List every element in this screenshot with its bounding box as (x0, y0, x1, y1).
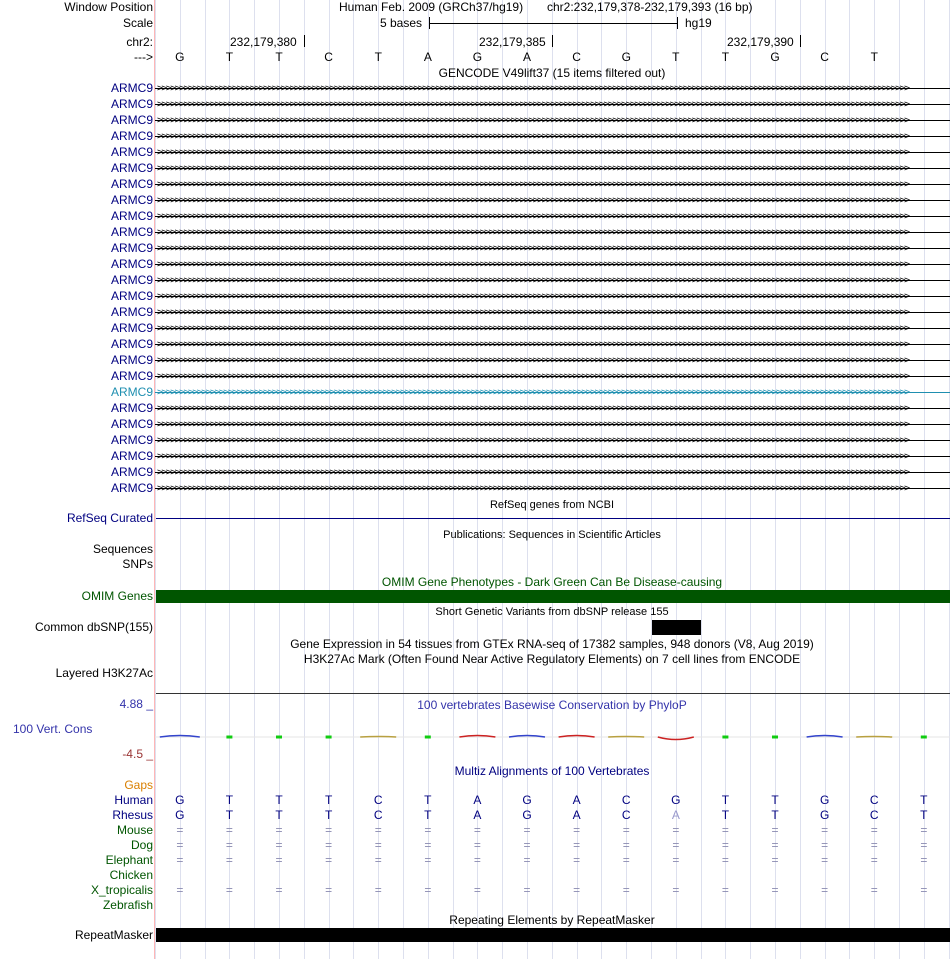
gencode-transcript[interactable] (155, 273, 950, 288)
repeatmasker-track-label[interactable]: RepeatMasker (74, 928, 153, 942)
gencode-transcript[interactable] (155, 241, 950, 256)
strand-label: ---> (134, 50, 153, 64)
alignment-base: = (573, 853, 581, 867)
alignment-base: T (721, 808, 730, 822)
alignment-base: = (870, 883, 878, 897)
gencode-transcript[interactable] (155, 113, 950, 128)
gencode-track-title: GENCODE V49lift37 (15 items filtered out) (438, 66, 666, 80)
alignment-base: T (721, 793, 730, 807)
strand-arrows: >>>>>>>>>>>>>>>>>>>>>>>>>>>>>>>>>>>>>>>>>>>>>>>>>>>>>>>>>>>>>>>>>>>>>>>>>>>>>>>>>>>>>>>>>>>>>>>>>>>>>>>>>>>>>>>>>>>>>>>>>>>>>>>>>>>>>>>>>>>>>>>>>>>>>>>>>>>>>>>>>>>>>>>>>> (157, 115, 909, 126)
alignment-base: = (573, 883, 581, 897)
alignment-base: = (721, 823, 729, 837)
species-label[interactable]: Dog (130, 838, 153, 852)
gencode-transcript[interactable] (155, 369, 950, 384)
strand-arrows: >>>>>>>>>>>>>>>>>>>>>>>>>>>>>>>>>>>>>>>>>>>>>>>>>>>>>>>>>>>>>>>>>>>>>>>>>>>>>>>>>>>>>>>>>>>>>>>>>>>>>>>>>>>>>>>>>>>>>>>>>>>>>>>>>>>>>>>>>>>>>>>>>>>>>>>>>>>>>>>>>>>>>>>>>> (157, 275, 909, 286)
gencode-transcript[interactable] (155, 305, 950, 320)
ruler-tick (552, 35, 553, 47)
alignment-base: T (275, 808, 283, 822)
species-label[interactable]: Mouse (116, 823, 153, 837)
strand-arrows: >>>>>>>>>>>>>>>>>>>>>>>>>>>>>>>>>>>>>>>>>>>>>>>>>>>>>>>>>>>>>>>>>>>>>>>>>>>>>>>>>>>>>>>>>>>>>>>>>>>>>>>>>>>>>>>>>>>>>>>>>>>>>>>>>>>>>>>>>>>>>>>>>>>>>>>>>>>>>>>>>>>>>>>>>> (157, 291, 909, 302)
alignment-row (0, 793, 950, 808)
gencode-transcript-label[interactable]: ARMC9 (110, 337, 153, 351)
alignment-row (0, 838, 950, 853)
dbsnp-track-label[interactable]: Common dbSNP(155) (34, 620, 153, 634)
gencode-transcript-label[interactable]: ARMC9 (110, 129, 153, 143)
strand-arrows: >>>>>>>>>>>>>>>>>>>>>>>>>>>>>>>>>>>>>>>>>>>>>>>>>>>>>>>>>>>>>>>>>>>>>>>>>>>>>>>>>>>>>>>>>>>>>>>>>>>>>>>>>>>>>>>>>>>>>>>>>>>>>>>>>>>>>>>>>>>>>>>>>>>>>>>>>>>>>>>>>>>>>>>>>> (157, 467, 909, 478)
gencode-transcript-label[interactable]: ARMC9 (110, 97, 153, 111)
alignment-base: = (821, 853, 829, 867)
alignment-base: A (473, 793, 482, 807)
alignment-base: = (473, 823, 481, 837)
assembly-title: Human Feb. 2009 (GRCh37/hg19) (339, 0, 524, 14)
gencode-transcript-label[interactable]: ARMC9 (110, 321, 153, 335)
gencode-transcript[interactable] (155, 177, 950, 192)
alignment-base: = (275, 838, 283, 852)
gencode-transcript[interactable] (155, 417, 950, 432)
base-letter: G (770, 50, 780, 64)
alignment-base: = (821, 838, 829, 852)
alignment-base: G (522, 808, 532, 822)
strand-arrows: >>>>>>>>>>>>>>>>>>>>>>>>>>>>>>>>>>>>>>>>>>>>>>>>>>>>>>>>>>>>>>>>>>>>>>>>>>>>>>>>>>>>>>>>>>>>>>>>>>>>>>>>>>>>>>>>>>>>>>>>>>>>>>>>>>>>>>>>>>>>>>>>>>>>>>>>>>>>>>>>>>>>>>>>>> (157, 147, 909, 158)
alignment-base: T (225, 808, 234, 822)
strand-arrows: >>>>>>>>>>>>>>>>>>>>>>>>>>>>>>>>>>>>>>>>>>>>>>>>>>>>>>>>>>>>>>>>>>>>>>>>>>>>>>>>>>>>>>>>>>>>>>>>>>>>>>>>>>>>>>>>>>>>>>>>>>>>>>>>>>>>>>>>>>>>>>>>>>>>>>>>>>>>>>>>>>>>>>>>>> (157, 211, 909, 222)
phylop-score-mark (360, 737, 396, 738)
alignment-base: C (869, 808, 879, 822)
position-readout: chr2:232,179,378-232,179,393 (16 bp) (547, 0, 753, 14)
chrom-label: chr2: (126, 35, 153, 49)
gencode-transcript[interactable] (155, 353, 950, 368)
alignment-base: = (771, 853, 779, 867)
strand-arrows: >>>>>>>>>>>>>>>>>>>>>>>>>>>>>>>>>>>>>>>>>>>>>>>>>>>>>>>>>>>>>>>>>>>>>>>>>>>>>>>>>>>>>>>>>>>>>>>>>>>>>>>>>>>>>>>>>>>>>>>>>>>>>>>>>>>>>>>>>>>>>>>>>>>>>>>>>>>>>>>>>>>>>>>>>> (157, 227, 909, 238)
sequences-track-label[interactable]: Sequences (92, 542, 153, 556)
strand-arrows: >>>>>>>>>>>>>>>>>>>>>>>>>>>>>>>>>>>>>>>>>>>>>>>>>>>>>>>>>>>>>>>>>>>>>>>>>>>>>>>>>>>>>>>>>>>>>>>>>>>>>>>>>>>>>>>>>>>>>>>>>>>>>>>>>>>>>>>>>>>>>>>>>>>>>>>>>>>>>>>>>>>>>>>>>> (157, 83, 909, 94)
alignment-base: G (819, 808, 830, 822)
alignment-base: = (424, 838, 432, 852)
alignment-base: = (374, 823, 382, 837)
alignment-base: A (671, 808, 680, 822)
multiz-track-title: Multiz Alignments of 100 Vertebrates (454, 764, 650, 778)
gencode-transcript[interactable] (155, 465, 950, 480)
alignment-base: = (275, 823, 283, 837)
species-label[interactable]: X_tropicalis (90, 883, 153, 897)
alignment-base: = (424, 823, 432, 837)
alignment-base: T (920, 808, 928, 822)
alignment-base: = (523, 883, 531, 897)
refseq-track-title: RefSeq genes from NCBI (489, 499, 615, 511)
alignment-base: T (771, 808, 779, 822)
alignment-base: = (176, 883, 184, 897)
gencode-transcript[interactable] (155, 401, 950, 416)
strand-arrows: >>>>>>>>>>>>>>>>>>>>>>>>>>>>>>>>>>>>>>>>>>>>>>>>>>>>>>>>>>>>>>>>>>>>>>>>>>>>>>>>>>>>>>>>>>>>>>>>>>>>>>>>>>>>>>>>>>>>>>>>>>>>>>>>>>>>>>>>>>>>>>>>>>>>>>>>>>>>>>>>>>>>>>>>>> (157, 339, 909, 350)
gencode-transcript-label[interactable]: ARMC9 (110, 81, 153, 95)
gencode-transcript-label[interactable]: ARMC9 (110, 417, 153, 431)
species-label[interactable]: Chicken (109, 868, 153, 882)
omim-track-label[interactable]: OMIM Genes (81, 589, 153, 603)
alignment-base: T (324, 808, 333, 822)
alignment-base: C (373, 793, 383, 807)
gencode-transcript[interactable] (155, 145, 950, 160)
alignment-base: = (325, 883, 333, 897)
alignment-row (0, 853, 950, 868)
gencode-transcript-label[interactable]: ARMC9 (110, 257, 153, 271)
phylop-score-mark (856, 737, 892, 738)
base-letter: T (721, 50, 730, 64)
gencode-transcript[interactable] (155, 449, 950, 464)
alignment-base: C (373, 808, 383, 822)
snp-variant-block[interactable] (652, 620, 701, 635)
strand-arrows: >>>>>>>>>>>>>>>>>>>>>>>>>>>>>>>>>>>>>>>>>>>>>>>>>>>>>>>>>>>>>>>>>>>>>>>>>>>>>>>>>>>>>>>>>>>>>>>>>>>>>>>>>>>>>>>>>>>>>>>>>>>>>>>>>>>>>>>>>>>>>>>>>>>>>>>>>>>>>>>>>>>>>>>>>> (157, 259, 909, 270)
alignment-base: C (869, 793, 879, 807)
alignment-base: = (473, 838, 481, 852)
alignment-base: = (622, 838, 630, 852)
gencode-transcript[interactable] (155, 433, 950, 448)
gencode-transcript[interactable] (155, 81, 950, 96)
base-letter: T (275, 50, 283, 64)
strand-arrows: >>>>>>>>>>>>>>>>>>>>>>>>>>>>>>>>>>>>>>>>>>>>>>>>>>>>>>>>>>>>>>>>>>>>>>>>>>>>>>>>>>>>>>>>>>>>>>>>>>>>>>>>>>>>>>>>>>>>>>>>>>>>>>>>>>>>>>>>>>>>>>>>>>>>>>>>>>>>>>>>>>>>>>>>>> (157, 179, 909, 190)
snps-track-label[interactable]: SNPs (122, 557, 153, 571)
gencode-transcript[interactable] (155, 337, 950, 352)
ruler-tick (800, 35, 801, 47)
alignment-base: = (325, 823, 333, 837)
alignment-base: = (920, 838, 928, 852)
gencode-transcript[interactable] (155, 225, 950, 240)
base-letter: G (472, 50, 483, 64)
alignment-base: = (622, 823, 630, 837)
alignment-base: = (721, 883, 729, 897)
alignment-base: A (473, 808, 482, 822)
omim-track-title: OMIM Gene Phenotypes - Dark Green Can Be Disease-causing (381, 575, 723, 589)
strand-arrows: >>>>>>>>>>>>>>>>>>>>>>>>>>>>>>>>>>>>>>>>>>>>>>>>>>>>>>>>>>>>>>>>>>>>>>>>>>>>>>>>>>>>>>>>>>>>>>>>>>>>>>>>>>>>>>>>>>>>>>>>>>>>>>>>>>>>>>>>>>>>>>>>>>>>>>>>>>>>>>>>>>>>>>>>>> (157, 419, 909, 430)
alignment-base: = (325, 838, 333, 852)
alignment-base: = (870, 838, 878, 852)
alignment-base: = (225, 823, 233, 837)
gencode-transcript-label[interactable]: ARMC9 (110, 193, 153, 207)
phylop-max-label: 4.88 _ (119, 697, 153, 711)
alignment-base: = (721, 838, 729, 852)
phylop-track-title: 100 vertebrates Basewise Conservation by PhyloP (417, 698, 687, 712)
window-position-label: Window Position (64, 0, 153, 14)
strand-arrows: >>>>>>>>>>>>>>>>>>>>>>>>>>>>>>>>>>>>>>>>>>>>>>>>>>>>>>>>>>>>>>>>>>>>>>>>>>>>>>>>>>>>>>>>>>>>>>>>>>>>>>>>>>>>>>>>>>>>>>>>>>>>>>>>>>>>>>>>>>>>>>>>>>>>>>>>>>>>>>>>>>>>>>>>>> (157, 451, 909, 462)
alignment-base: = (771, 838, 779, 852)
scale-bar-right-tick (677, 17, 678, 29)
scale-text: 5 bases (380, 16, 423, 30)
alignment-base: A (572, 793, 581, 807)
phylop-track-label[interactable]: 100 Vert. Cons (13, 722, 93, 736)
alignment-base: T (920, 793, 928, 807)
alignment-base: = (920, 853, 928, 867)
alignment-base: = (672, 883, 680, 897)
gencode-transcript-label[interactable]: ARMC9 (110, 113, 153, 127)
gencode-transcript-label[interactable]: ARMC9 (110, 145, 153, 159)
gencode-transcript-label[interactable]: ARMC9 (110, 305, 153, 319)
alignment-base: T (324, 793, 333, 807)
scale-label: Scale (122, 16, 153, 30)
alignment-base: = (672, 853, 680, 867)
alignment-base: A (572, 808, 581, 822)
alignment-base: = (920, 883, 928, 897)
dbsnp-track-title: Short Genetic Variants from dbSNP release 155 (435, 606, 669, 618)
gencode-transcript[interactable] (155, 209, 950, 224)
alignment-base: = (920, 823, 928, 837)
species-label[interactable]: Elephant (105, 853, 153, 867)
alignment-base: G (175, 808, 185, 822)
species-label[interactable]: Rhesus (112, 808, 153, 822)
alignment-base: T (424, 808, 432, 822)
alignment-base: = (573, 823, 581, 837)
refseq-track-label[interactable]: RefSeq Curated (66, 511, 153, 525)
gencode-transcript-label[interactable]: ARMC9 (110, 209, 153, 223)
h3k27ac-track-title: H3K27Ac Mark (Often Found Near Active Regulatory Elements) on 7 cell lines from ENCODE (303, 652, 801, 666)
ruler-tick (304, 35, 305, 47)
base-letter: T (672, 50, 680, 64)
gencode-transcript-label[interactable]: ARMC9 (110, 289, 153, 303)
strand-arrows: >>>>>>>>>>>>>>>>>>>>>>>>>>>>>>>>>>>>>>>>>>>>>>>>>>>>>>>>>>>>>>>>>>>>>>>>>>>>>>>>>>>>>>>>>>>>>>>>>>>>>>>>>>>>>>>>>>>>>>>>>>>>>>>>>>>>>>>>>>>>>>>>>>>>>>>>>>>>>>>>>>>>>>>>>> (157, 131, 909, 142)
omim-gene-bar[interactable] (156, 590, 950, 603)
alignment-base: = (870, 853, 878, 867)
alignment-base: C (621, 793, 631, 807)
alignment-base: = (523, 838, 531, 852)
gencode-transcript-label[interactable]: ARMC9 (110, 273, 153, 287)
alignment-base: = (176, 853, 184, 867)
alignment-base: G (671, 793, 681, 807)
alignment-base: = (672, 838, 680, 852)
alignment-base: C (621, 808, 631, 822)
gencode-transcript-label[interactable]: ARMC9 (110, 465, 153, 479)
strand-arrows: >>>>>>>>>>>>>>>>>>>>>>>>>>>>>>>>>>>>>>>>>>>>>>>>>>>>>>>>>>>>>>>>>>>>>>>>>>>>>>>>>>>>>>>>>>>>>>>>>>>>>>>>>>>>>>>>>>>>>>>>>>>>>>>>>>>>>>>>>>>>>>>>>>>>>>>>>>>>>>>>>>>>>>>>>> (157, 99, 909, 110)
gencode-transcript[interactable] (155, 321, 950, 336)
strand-arrows: >>>>>>>>>>>>>>>>>>>>>>>>>>>>>>>>>>>>>>>>>>>>>>>>>>>>>>>>>>>>>>>>>>>>>>>>>>>>>>>>>>>>>>>>>>>>>>>>>>>>>>>>>>>>>>>>>>>>>>>>>>>>>>>>>>>>>>>>>>>>>>>>>>>>>>>>>>>>>>>>>>>>>>>>>> (157, 387, 909, 398)
refseq-gene-line[interactable] (156, 518, 950, 519)
gencode-transcript-label[interactable]: ARMC9 (110, 433, 153, 447)
alignment-base: = (771, 883, 779, 897)
alignment-base: = (821, 883, 829, 897)
strand-arrows: >>>>>>>>>>>>>>>>>>>>>>>>>>>>>>>>>>>>>>>>>>>>>>>>>>>>>>>>>>>>>>>>>>>>>>>>>>>>>>>>>>>>>>>>>>>>>>>>>>>>>>>>>>>>>>>>>>>>>>>>>>>>>>>>>>>>>>>>>>>>>>>>>>>>>>>>>>>>>>>>>>>>>>>>>> (157, 403, 909, 414)
alignment-base: = (622, 883, 630, 897)
base-letter: A (523, 50, 532, 64)
strand-arrows: >>>>>>>>>>>>>>>>>>>>>>>>>>>>>>>>>>>>>>>>>>>>>>>>>>>>>>>>>>>>>>>>>>>>>>>>>>>>>>>>>>>>>>>>>>>>>>>>>>>>>>>>>>>>>>>>>>>>>>>>>>>>>>>>>>>>>>>>>>>>>>>>>>>>>>>>>>>>>>>>>>>>>>>>>> (157, 483, 909, 494)
base-letter: C (820, 50, 829, 64)
gencode-transcript-label[interactable]: ARMC9 (110, 449, 153, 463)
alignment-row (0, 883, 950, 898)
alignment-base: G (522, 793, 532, 807)
gencode-transcript[interactable] (155, 481, 950, 496)
alignment-base: = (374, 883, 382, 897)
alignment-base: = (473, 883, 481, 897)
alignment-row (0, 823, 950, 838)
strand-arrows: >>>>>>>>>>>>>>>>>>>>>>>>>>>>>>>>>>>>>>>>>>>>>>>>>>>>>>>>>>>>>>>>>>>>>>>>>>>>>>>>>>>>>>>>>>>>>>>>>>>>>>>>>>>>>>>>>>>>>>>>>>>>>>>>>>>>>>>>>>>>>>>>>>>>>>>>>>>>>>>>>>>>>>>>>> (157, 307, 909, 318)
gencode-transcript-label[interactable]: ARMC9 (110, 177, 153, 191)
gencode-transcript-label[interactable]: ARMC9 (110, 161, 153, 175)
alignment-base: T (771, 793, 779, 807)
gencode-transcript[interactable] (155, 129, 950, 144)
alignment-row (0, 808, 950, 823)
alignment-base: = (870, 823, 878, 837)
gencode-transcript[interactable] (155, 161, 950, 176)
strand-arrows: >>>>>>>>>>>>>>>>>>>>>>>>>>>>>>>>>>>>>>>>>>>>>>>>>>>>>>>>>>>>>>>>>>>>>>>>>>>>>>>>>>>>>>>>>>>>>>>>>>>>>>>>>>>>>>>>>>>>>>>>>>>>>>>>>>>>>>>>>>>>>>>>>>>>>>>>>>>>>>>>>>>>>>>>>> (157, 435, 909, 446)
alignment-base: = (424, 883, 432, 897)
ruler-tick-label: 232,179,385 (479, 35, 546, 49)
phylop-min-label: -4.5 _ (122, 747, 153, 761)
alignment-base: G (175, 793, 185, 807)
base-letter: T (870, 50, 878, 64)
alignment-base: = (176, 823, 184, 837)
gencode-transcript-label[interactable]: ARMC9 (110, 385, 153, 399)
alignment-base: = (325, 853, 333, 867)
alignment-base: = (523, 823, 531, 837)
alignment-base: = (721, 853, 729, 867)
species-label[interactable]: Zebrafish (102, 898, 153, 912)
repeatmasker-track-title: Repeating Elements by RepeatMasker (449, 913, 655, 927)
alignment-base: = (424, 853, 432, 867)
scale-bar (429, 23, 677, 24)
alignment-base: = (672, 823, 680, 837)
strand-arrows: >>>>>>>>>>>>>>>>>>>>>>>>>>>>>>>>>>>>>>>>>>>>>>>>>>>>>>>>>>>>>>>>>>>>>>>>>>>>>>>>>>>>>>>>>>>>>>>>>>>>>>>>>>>>>>>>>>>>>>>>>>>>>>>>>>>>>>>>>>>>>>>>>>>>>>>>>>>>>>>>>>>>>>>>>> (157, 163, 909, 174)
alignment-base: = (225, 853, 233, 867)
scale-db: hg19 (685, 16, 712, 30)
base-letter: A (423, 50, 432, 64)
h3k27ac-track-label[interactable]: Layered H3K27Ac (55, 666, 153, 680)
alignment-base: T (275, 793, 283, 807)
alignment-base: = (473, 853, 481, 867)
strand-arrows: >>>>>>>>>>>>>>>>>>>>>>>>>>>>>>>>>>>>>>>>>>>>>>>>>>>>>>>>>>>>>>>>>>>>>>>>>>>>>>>>>>>>>>>>>>>>>>>>>>>>>>>>>>>>>>>>>>>>>>>>>>>>>>>>>>>>>>>>>>>>>>>>>>>>>>>>>>>>>>>>>>>>>>>>>> (157, 355, 909, 366)
base-letter: C (572, 50, 581, 64)
strand-arrows: >>>>>>>>>>>>>>>>>>>>>>>>>>>>>>>>>>>>>>>>>>>>>>>>>>>>>>>>>>>>>>>>>>>>>>>>>>>>>>>>>>>>>>>>>>>>>>>>>>>>>>>>>>>>>>>>>>>>>>>>>>>>>>>>>>>>>>>>>>>>>>>>>>>>>>>>>>>>>>>>>>>>>>>>>> (157, 323, 909, 334)
h3k27ac-baseline (156, 693, 950, 694)
gencode-transcript-label[interactable]: ARMC9 (110, 241, 153, 255)
gencode-transcript-label[interactable]: ARMC9 (110, 225, 153, 239)
publications-track-title: Publications: Sequences in Scientific Articles (443, 529, 661, 541)
gencode-transcript[interactable] (155, 193, 950, 208)
gtex-track-title: Gene Expression in 54 tissues from GTEx RNA-seq of 17382 samples, 948 donors (V8, Aug 2019) (290, 637, 814, 651)
base-letter: T (374, 50, 382, 64)
alignment-base: T (225, 793, 234, 807)
gencode-transcript-label[interactable]: ARMC9 (110, 369, 153, 383)
alignment-base: = (176, 838, 184, 852)
alignment-base: G (819, 793, 830, 807)
base-letter: T (225, 50, 234, 64)
base-letter: G (621, 50, 631, 64)
gaps-label: Gaps (124, 778, 153, 792)
alignment-base: = (225, 883, 233, 897)
strand-arrows: >>>>>>>>>>>>>>>>>>>>>>>>>>>>>>>>>>>>>>>>>>>>>>>>>>>>>>>>>>>>>>>>>>>>>>>>>>>>>>>>>>>>>>>>>>>>>>>>>>>>>>>>>>>>>>>>>>>>>>>>>>>>>>>>>>>>>>>>>>>>>>>>>>>>>>>>>>>>>>>>>>>>>>>>>> (157, 243, 909, 254)
base-letter: G (175, 50, 185, 64)
alignment-base: = (225, 838, 233, 852)
phylop-score-mark (608, 737, 644, 738)
repeat-element-bar[interactable] (156, 928, 950, 942)
alignment-base: = (275, 853, 283, 867)
base-letter: C (324, 50, 333, 64)
ruler-tick-label: 232,179,390 (727, 35, 794, 49)
alignment-base: = (821, 823, 829, 837)
alignment-base: = (374, 838, 382, 852)
alignment-base: = (771, 823, 779, 837)
gencode-transcript[interactable] (155, 257, 950, 272)
alignment-base: = (523, 853, 531, 867)
phylop-graph[interactable] (155, 728, 950, 748)
gencode-transcript-label[interactable]: ARMC9 (110, 401, 153, 415)
alignment-base: = (374, 853, 382, 867)
gencode-transcript-label[interactable]: ARMC9 (110, 353, 153, 367)
alignment-base: = (622, 853, 630, 867)
strand-arrows: >>>>>>>>>>>>>>>>>>>>>>>>>>>>>>>>>>>>>>>>>>>>>>>>>>>>>>>>>>>>>>>>>>>>>>>>>>>>>>>>>>>>>>>>>>>>>>>>>>>>>>>>>>>>>>>>>>>>>>>>>>>>>>>>>>>>>>>>>>>>>>>>>>>>>>>>>>>>>>>>>>>>>>>>>> (157, 195, 909, 206)
strand-arrows: >>>>>>>>>>>>>>>>>>>>>>>>>>>>>>>>>>>>>>>>>>>>>>>>>>>>>>>>>>>>>>>>>>>>>>>>>>>>>>>>>>>>>>>>>>>>>>>>>>>>>>>>>>>>>>>>>>>>>>>>>>>>>>>>>>>>>>>>>>>>>>>>>>>>>>>>>>>>>>>>>>>>>>>>>> (157, 371, 909, 382)
alignment-base: = (275, 883, 283, 897)
species-label[interactable]: Human (114, 793, 153, 807)
gencode-transcript-label[interactable]: ARMC9 (110, 481, 153, 495)
alignment-base: T (424, 793, 432, 807)
gencode-transcript[interactable] (155, 289, 950, 304)
alignment-base: = (573, 838, 581, 852)
ruler-tick-label: 232,179,380 (230, 35, 297, 49)
gencode-transcript[interactable] (155, 97, 950, 112)
gencode-transcript[interactable] (155, 385, 950, 400)
